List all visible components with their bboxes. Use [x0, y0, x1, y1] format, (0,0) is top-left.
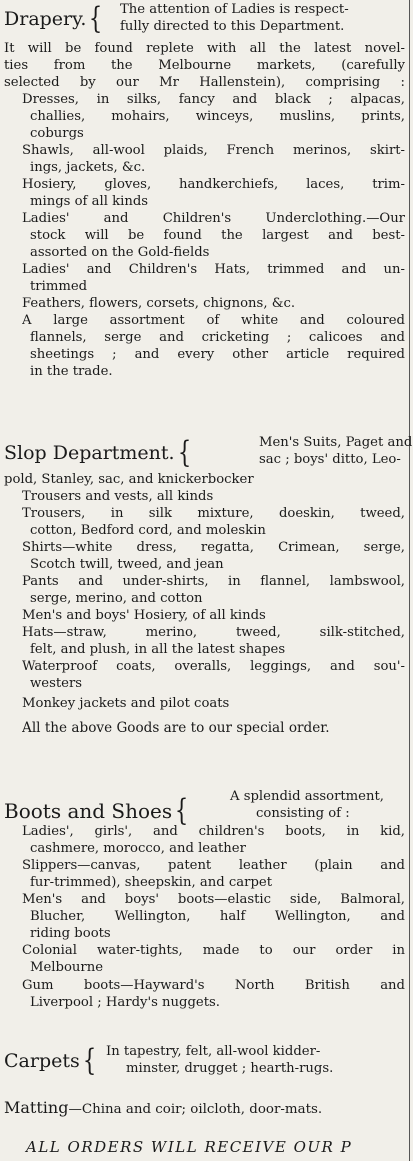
list-item-cont: Scotch twill, tweed, and jean — [30, 557, 224, 572]
carpets-note-1: In tapestry, felt, all-wool kidder- — [106, 1044, 321, 1059]
drapery-note-1: The attention of Ladies is respect- — [120, 2, 349, 17]
footer-banner: ALL ORDERS WILL RECEIVE OUR P — [26, 1138, 353, 1156]
matting-text: —China and coir; oilcloth, door-mats. — [68, 1102, 323, 1117]
special-order-note: All the above Goods are to our special order. — [22, 721, 330, 736]
list-item-cont: stock will be found the largest and best- — [30, 228, 405, 243]
list-item: Ladies', girls', and children's boots, in kid, — [22, 824, 405, 839]
list-item-cont: Melbourne — [30, 960, 104, 975]
list-item: Hats—straw, merino, tweed, silk-stitched, — [22, 625, 405, 640]
list-item-cont: riding boots — [30, 926, 111, 941]
list-item: Pants and under-shirts, in flannel, lambswool, — [22, 574, 405, 589]
boots-heading: Boots and Shoes — [4, 799, 173, 823]
drapery-intro-line: selected by our Mr Hallenstein), comprising : — [4, 75, 405, 90]
brace-glyph: { — [89, 1, 103, 36]
list-item-cont: westers — [30, 676, 83, 691]
slop-heading-row — [4, 435, 194, 470]
list-item-cont: mings of all kinds — [30, 194, 149, 209]
list-item: Shirts—white dress, regatta, Crimean, serge, — [22, 540, 405, 555]
carpets-heading: Carpets — [4, 1050, 80, 1072]
matting-section — [4, 1098, 405, 1122]
column-rule — [409, 0, 410, 1161]
brace-glyph: { — [174, 793, 189, 828]
list-item: Feathers, flowers, corsets, chignons, &c. — [22, 296, 296, 311]
list-item: Ladies' and Children's Hats, trimmed and un- — [22, 262, 405, 277]
drapery-note-2: fully directed to this Department. — [120, 19, 345, 34]
carpets-section — [4, 1040, 405, 1090]
list-item: Trousers and vests, all kinds — [22, 489, 214, 504]
drapery-intro-line: It will be found replete with all the latest novel- — [4, 41, 405, 56]
list-item: Men's and boys' boots—elastic side, Balmoral, — [22, 892, 405, 907]
list-item-cont: ings, jackets, &c. — [30, 160, 146, 175]
list-item-cont: Liverpool ; Hardy's nuggets. — [30, 995, 220, 1010]
list-item-cont: trimmed — [30, 279, 88, 294]
boots-note-1: A splendid assortment, — [230, 789, 384, 804]
list-item: Ladies' and Children's Underclothing.—Our — [22, 211, 405, 226]
list-item-cont: cashmere, morocco, and leather — [30, 841, 246, 856]
matting-line — [4, 1098, 322, 1117]
brace-glyph: { — [82, 1043, 96, 1078]
list-item: Trousers, in silk mixture, doeskin, tweed, — [22, 506, 405, 521]
slop-note-1: Men's Suits, Paget and — [259, 435, 413, 450]
list-item: A large assortment of white and coloured — [22, 313, 405, 328]
list-item: Men's and boys' Hosiery, of all kinds — [22, 608, 266, 623]
boots-note-2: consisting of : — [256, 806, 350, 821]
drapery-intro-line: ties from the Melbourne markets, (carefully — [4, 58, 405, 73]
slop-section — [4, 430, 413, 790]
list-item-cont: challies, mohairs, winceys, muslins, prints, — [30, 109, 405, 124]
boots-section — [4, 786, 405, 1036]
list-item: Colonial water-tights, made to our order in — [22, 943, 405, 958]
drapery-heading-row — [4, 1, 105, 36]
list-item: Waterproof coats, overalls, leggings, and sou'- — [22, 659, 405, 674]
list-item-cont: assorted on the Gold-fields — [30, 245, 210, 260]
list-item-cont: serge, merino, and cotton — [30, 591, 203, 606]
list-item: Monkey jackets and pilot coats — [22, 696, 230, 711]
list-item-cont: felt, and plush, in all the latest shapes — [30, 642, 286, 657]
carpets-note-2: minster, drugget ; hearth-rugs. — [126, 1061, 334, 1076]
list-item: Slippers—canvas, patent leather (plain and — [22, 858, 405, 873]
list-item-cont: coburgs — [30, 126, 84, 141]
carpets-heading-row — [4, 1043, 99, 1078]
list-item: Gum boots—Hayward's North British and — [22, 978, 405, 993]
slop-heading: Slop Department. — [4, 442, 175, 464]
list-item-cont: Blucher, Wellington, half Wellington, and — [30, 909, 405, 924]
list-item-cont: fur-trimmed), sheepskin, and carpet — [30, 875, 272, 890]
drapery-heading: Drapery. — [4, 8, 87, 30]
list-item-cont: cotton, Bedford cord, and moleskin — [30, 523, 266, 538]
list-item-cont: sheetings ; and every other article required — [30, 347, 405, 362]
list-item-cont: in the trade. — [30, 364, 113, 379]
list-item: Shawls, all-wool plaids, French merinos, skirt- — [22, 143, 405, 158]
brace-glyph: { — [177, 435, 191, 470]
boots-heading-row — [4, 793, 191, 828]
slop-note-2: sac ; boys' ditto, Leo- — [259, 452, 401, 467]
list-item: Dresses, in silks, fancy and black ; alpacas, — [22, 92, 405, 107]
list-item-cont: flannels, serge and cricketing ; calicoes and — [30, 330, 405, 345]
list-item: Hosiery, gloves, handkerchiefs, laces, trim- — [22, 177, 405, 192]
matting-heading: Matting — [4, 1098, 69, 1117]
drapery-section — [4, 0, 405, 435]
slop-continuation: pold, Stanley, sac, and knickerbocker — [4, 472, 254, 487]
